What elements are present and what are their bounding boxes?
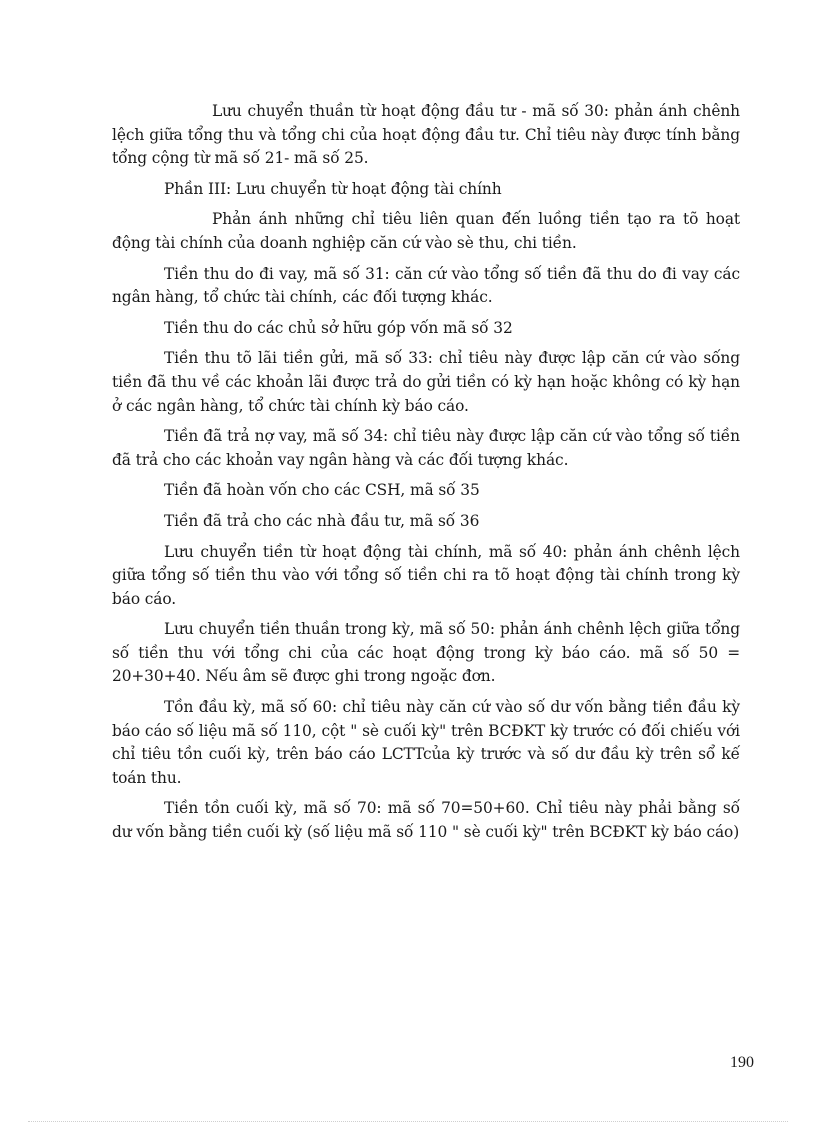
- footer-divider: [28, 1121, 788, 1122]
- paragraph-code-40: Lưu chuyển tiền từ hoạt động tài chính, mã số 40: phản ánh chênh lệch giữa tổng số tiền thu vào với tổng số tiền chi ra tõ hoạt động tài chính trong kỳ báo cáo.: [112, 542, 740, 608]
- paragraph-investing-net-flow: Lưu chuyển thuần từ hoạt động đầu tư - mã số 30: phản ánh chênh lệch giữa tổng thu và tổng chi của hoạt động đầu tư. Chỉ tiêu này được tính bằng tổng cộng từ mã số 21- mã số 25.: [112, 102, 740, 168]
- paragraph-code-60: Tồn đầu kỳ, mã số 60: chỉ tiêu này căn cứ vào số dư vốn bằng tiền đầu kỳ báo cáo số liệu mã số 110, cột " sè cuối kỳ" trên BCĐKT kỳ trước có đối chiếu với chỉ tiêu tồn cuối kỳ, trên báo cáo LCTTcủa kỳ trước và số dư đầu kỳ trên sổ kế toán thu.: [112, 698, 740, 787]
- paragraph-code-36: Tiền đã trả cho các nhà đầu tư, mã số 36: [164, 511, 480, 530]
- section-heading-financing: Phần III: Lưu chuyển từ hoạt động tài chính: [164, 179, 502, 198]
- paragraph-code-70: Tiền tồn cuối kỳ, mã số 70: mã số 70=50+60. Chỉ tiêu này phải bằng số dư vốn bằng tiền cuối kỳ (số liệu mã số 110 " sè cuối kỳ" trên BCĐKT kỳ báo cáo): [112, 799, 740, 842]
- paragraph-code-31: Tiền thu do đi vay, mã số 31: căn cứ vào tổng số tiền đã thu do đi vay các ngân hàng, tổ chức tài chính, các đối tượng khác.: [112, 264, 740, 307]
- paragraph-code-34: Tiền đã trả nợ vay, mã số 34: chỉ tiêu này được lập căn cứ vào tổng số tiền đã trả cho các khoản vay ngân hàng và các đối tượng khác.: [112, 427, 740, 469]
- paragraph-code-32: Tiền thu do các chủ sở hữu góp vốn mã số 32: [164, 318, 513, 337]
- page-number: 190: [730, 1054, 754, 1071]
- paragraph-code-35: Tiền đã hoàn vốn cho các CSH, mã số 35: [164, 481, 480, 500]
- paragraph-code-33: Tiền thu tõ lãi tiền gửi, mã số 33: chỉ tiêu này được lập căn cứ vào sống tiền đã thu về các khoản lãi được trả do gửi tiền có kỳ hạn hoặc không có kỳ hạn ở các ngân hàng, tổ chức tài chính kỳ báo cáo.: [112, 349, 740, 415]
- paragraph-financing-intro: Phản ánh những chỉ tiêu liên quan đến luồng tiền tạo ra tõ hoạt động tài chính của doanh nghiệp căn cứ vào sè thu, chi tiền.: [112, 210, 740, 252]
- paragraph-code-50: Lưu chuyển tiền thuần trong kỳ, mã số 50: phản ánh chênh lệch giữa tổng số tiền thu với tổng chi của các hoạt động trong kỳ báo cáo. mã số 50 = 20+30+40. Nếu âm sẽ được ghi trong ngoặc đơn.: [112, 620, 740, 686]
- document-body: [112, 100, 740, 852]
